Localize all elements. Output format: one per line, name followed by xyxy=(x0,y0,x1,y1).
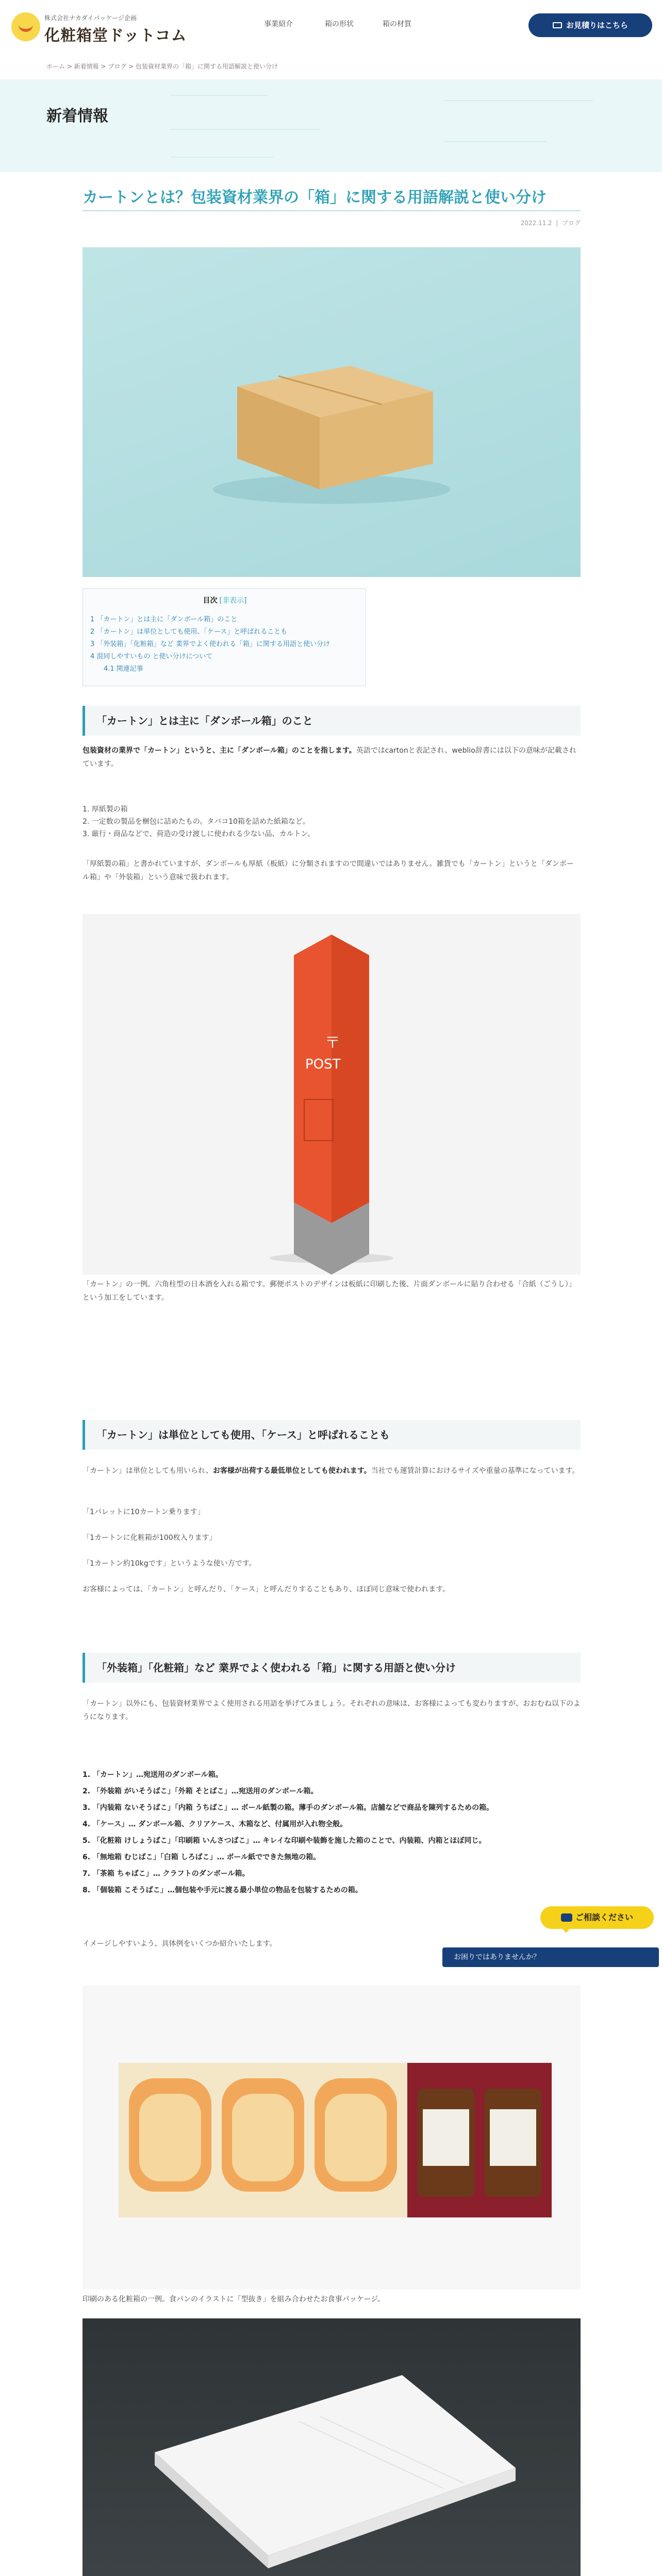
list-item xyxy=(82,1819,581,1830)
list-item xyxy=(82,1769,581,1781)
definition: … キレイな印刷や装飾を施した箱のことで、内装箱、内箱とほぼ同じ。 xyxy=(253,1837,486,1845)
toc-item[interactable]: 3 「外装箱」「化粧箱」など 業界でよく使われる「箱」に関する用語と使い分け xyxy=(90,640,330,648)
toc-item[interactable]: 1 「カートン」とは主に「ダンボール箱」のこと xyxy=(90,616,238,623)
title-divider xyxy=(82,210,581,211)
hero-decor-line xyxy=(443,141,547,142)
table-of-contents xyxy=(82,588,366,686)
term: 3. 「内装箱 ないそうばこ」「内箱 うちばこ」 xyxy=(82,1804,231,1812)
photo-postbox-carton xyxy=(82,914,581,1275)
hero-decor-line xyxy=(443,100,593,101)
definition: … ボール紙でできた無地の箱。 xyxy=(217,1853,321,1861)
term: 6. 「無地箱 むじばこ」「白箱 しろばこ」 xyxy=(82,1853,217,1861)
toc-title xyxy=(83,595,367,605)
page-title: 新着情報 xyxy=(46,107,108,125)
term: 4. 「ケース」 xyxy=(82,1820,129,1828)
term: 1. 「カートン」 xyxy=(82,1771,136,1779)
breadcrumb[interactable]: ホーム > 新着情報 > ブログ > 包装資材業界の「箱」に関する用語解説と使い分け xyxy=(46,63,278,70)
paragraph-text: 英語ではcartonと表記され、weblio辞書には以下の意味が記載されています。 xyxy=(82,747,576,768)
hero-decor-line xyxy=(170,95,268,96)
contact-button-label: お見積りはこちら xyxy=(566,21,628,30)
nav-item-box-material[interactable]: 箱の材質 xyxy=(383,20,411,28)
article-date: 2022.11.2 xyxy=(520,219,552,227)
site-header xyxy=(0,0,662,54)
paragraph xyxy=(82,1464,581,1478)
mail-icon xyxy=(553,22,562,28)
logo-mark-icon xyxy=(11,12,40,41)
article-title: カートンとは？包装資材業界の「箱」に関する用語解説と使い分け xyxy=(82,189,547,207)
list-item: 2. 一定数の製品を梱包に詰めたもの。タバコ10箱を詰めた紙箱など。 xyxy=(82,818,310,826)
term: 8. 「個装箱 こそうばこ」 xyxy=(82,1886,168,1894)
list-item xyxy=(82,1868,581,1879)
term: 7. 「茶箱 ちゃばこ」 xyxy=(82,1870,153,1878)
page-hero xyxy=(0,79,662,172)
paragraph: 「厚紙製の箱」と書かれていますが、ダンボールも厚紙（板紙）に分類されますので間違いではありません。雑貨でも「カートン」というと「ダンボール箱」や「外装箱」という意味で扱われます。 xyxy=(82,860,574,882)
list-item: 3. 厳行・商品などで、荷造の受け渡しに使われる少ない品、カルトン。 xyxy=(82,830,315,838)
hero-decor-line xyxy=(170,157,273,158)
term: 5. 「化粧箱 けしょうばこ」「印刷箱 いんさつばこ」 xyxy=(82,1837,253,1845)
photo-bread-package xyxy=(82,1986,581,2290)
paragraph-text: 当社でも運賃計算におけるサイズや重量の基準になっています。 xyxy=(371,1467,580,1475)
logo-site-name: 化粧箱堂ドットコム xyxy=(44,27,187,45)
definition: …宛送用のダンボール箱。 xyxy=(136,1771,223,1779)
article-category[interactable]: ブログ xyxy=(561,219,581,227)
toc-toggle[interactable]: [非表示] xyxy=(219,597,247,605)
paragraph-text: 「カートン」は単位としても用いられ、 xyxy=(82,1467,213,1475)
definition: … ダンボール箱、クリアケース、木箱など、付属用が入れ物全般。 xyxy=(128,1820,347,1828)
paragraph: お客様によっては、「カートン」と呼んだり、「ケース」と呼んだりすることもあり、ほぼ同じ意味で使われます。 xyxy=(82,1585,450,1594)
term: 2. 「外装箱 がいそうばこ」「外箱 そとばこ」 xyxy=(82,1787,231,1795)
contact-button[interactable] xyxy=(528,13,652,37)
example-line: 「1カートン約10kgです」というような使い方です。 xyxy=(82,1560,256,1568)
site-logo[interactable] xyxy=(11,9,187,45)
svg-text:〒: 〒 xyxy=(325,1034,340,1052)
definition: … ボール紙製の箱。薄手のダンボール箱。店舗などで商品を陳列するための箱。 xyxy=(231,1804,494,1812)
section-heading: 「外装箱」「化粧箱」など 業界でよく使われる「箱」に関する用語と使い分け xyxy=(82,1653,581,1683)
help-bar[interactable]: お困りではありませんか？ xyxy=(442,1947,659,1967)
toc-title-text: 目次 xyxy=(203,597,218,605)
list-item: 1. 厚紙製の箱 xyxy=(82,805,128,814)
list-item xyxy=(82,1885,581,1896)
nav-item-box-shape[interactable]: 箱の形状 xyxy=(325,20,354,28)
paragraph: イメージしやすいよう、具体例をいくつか紹介いたします。 xyxy=(82,1940,277,1948)
paragraph-bold: お客様が出荷する最低単位としても使われます。 xyxy=(212,1467,371,1475)
list-item xyxy=(82,1835,581,1846)
paragraph: 「カートン」以外にも、包装資材業界でよく使用される用語を挙げてみましょう。それぞれの意味は、お客様によっても変わりますが、おおむね以下のようになります。 xyxy=(82,1700,581,1721)
toc-item[interactable]: 4.1 関連記事 xyxy=(104,665,143,673)
list-item xyxy=(82,1786,581,1797)
chat-icon xyxy=(561,1913,572,1922)
example-line: 「1カートンに化粧箱が100枚入ります」 xyxy=(82,1534,217,1542)
photo-cardboard-box xyxy=(82,247,581,577)
definition: … クラフトのダンボール箱。 xyxy=(153,1870,250,1878)
paragraph xyxy=(82,744,581,771)
paragraph-bold: 包装資材の業界で「カートン」というと、主に「ダンボール箱」のことを指します。 xyxy=(82,747,356,755)
definition: …宛送用のダンボール箱。 xyxy=(231,1787,318,1795)
hero-decor-line xyxy=(170,129,320,130)
toc-item[interactable]: 2 「カートン」は単位としても使用、「ケース」と呼ばれることも xyxy=(90,628,288,636)
photo-white-gift-box xyxy=(82,2318,581,2576)
image-caption: 印刷のある化粧箱の一例。食パンのイラストに「型抜き」を組み合わせたお食事パッケージ。 xyxy=(82,2295,385,2303)
example-line: 「1パレットに10カートン乗ります」 xyxy=(82,1508,205,1516)
toc-item[interactable]: 4 混同しやすいもの と使い分けについて xyxy=(90,653,213,660)
section-heading: 「カートン」は単位としても使用、「ケース」と呼ばれることも xyxy=(82,1420,581,1450)
nav-item-business[interactable]: 事業紹介 xyxy=(264,20,293,28)
list-item xyxy=(82,1852,581,1863)
definition: …個包装や手元に渡る最小単位の物品を包装するための箱。 xyxy=(167,1886,362,1894)
list-item xyxy=(82,1802,581,1814)
consult-badge[interactable] xyxy=(540,1906,654,1929)
image-caption: 「カートン」の一例。六角柱型の日本酒を入れる箱です。郵便ポストのデザインは板紙に印刷した後、片面ダンボールに貼り合わせる「合紙（ごうし）」という加工をしています。 xyxy=(82,1280,576,1302)
section-heading: 「カートン」とは主に「ダンボール箱」のこと xyxy=(82,706,581,736)
consult-badge-label: ご相談ください xyxy=(575,1912,633,1922)
logo-company-name: 株式会社ナカダイパッケージ企画 xyxy=(44,14,137,22)
article-meta: 2022.11.2 | ブログ xyxy=(520,219,581,227)
svg-text:POST: POST xyxy=(305,1057,341,1072)
